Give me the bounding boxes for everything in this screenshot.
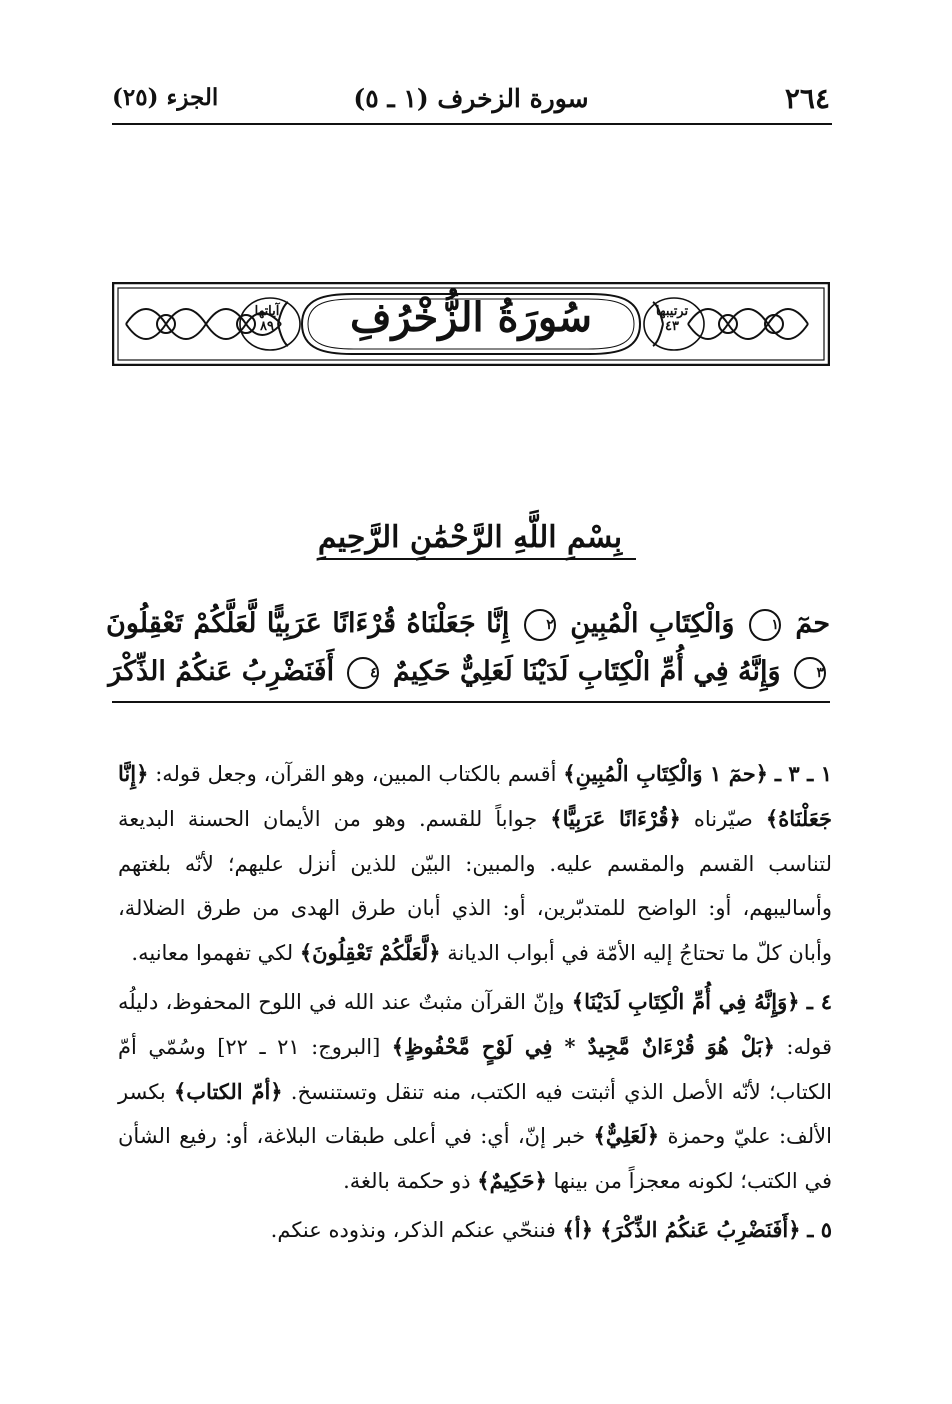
verse-range-number: ٤ ـ	[806, 988, 832, 1014]
page-header	[112, 82, 830, 122]
commentary-text: ذو حكمة بالغة.	[343, 1169, 478, 1194]
quran-quote: ﴿إِنَّا جَعَلْنَاهُ﴾	[118, 761, 832, 831]
header-rule	[112, 123, 832, 125]
commentary-paragraph	[118, 980, 832, 1204]
verse-number-marker: ٢	[524, 609, 556, 641]
order-label: ترتيبها	[655, 304, 689, 319]
verses-label: آياتها	[254, 304, 280, 319]
verse-text: وَإِنَّهُ فِي أُمِّ الْكِتَابِ لَدَيْنَا لَعَلِيٌّ حَكِيمٌ	[392, 656, 781, 687]
page-number: ٢٦٤	[784, 82, 830, 115]
quran-quote: ﴿قُرْءَانًا عَرَبِيًّا﴾	[550, 805, 681, 831]
quran-quote: ﴿حَكِيمٌ﴾	[477, 1168, 547, 1194]
commentary-paragraph	[118, 752, 832, 976]
verse-number-marker: ١	[749, 609, 781, 641]
verses-divider	[112, 701, 830, 703]
verse-text: إِنَّا جَعَلْنَاهُ قُرْءَانًا عَرَبِيًّا لَّعَلَّكُمْ تَعْقِلُونَ	[106, 608, 510, 639]
quran-quote: ﴿وَإِنَّهُ فِي أُمِّ الْكِتَابِ لَدَيْنَا﴾	[571, 988, 800, 1014]
commentary-text: [البروج: ٢١ ـ ٢٢] وسُمّي أمّ الكتاب؛ لأنّه الأصل الذي أثبتت فيه الكتب، منه تنقل وتستنسخ.	[118, 1034, 832, 1104]
surah-name: سُورَةُ الزُّخْرُفِ	[349, 294, 592, 341]
quran-quote: ﴿بَلْ هُوَ قُرْءَانٌ مَّجِيدٌ * فِي لَوْحٍ مَّحْفُوظٍ﴾	[391, 1033, 775, 1059]
verse-number-marker: ٤	[347, 657, 379, 689]
quran-quote: ﴿أمّ الكتاب﴾	[173, 1078, 283, 1104]
quran-quote: ﴿أ﴾	[562, 1216, 601, 1242]
commentary-paragraph	[118, 1208, 832, 1253]
basmala-underline	[318, 558, 636, 560]
verse-text: وَالْكِتَابِ الْمُبِينِ	[570, 608, 735, 639]
surah-range-title: سورة الزخرف (١ ـ ٥)	[353, 84, 589, 113]
verse-text: أَفَنَضْرِبُ عَنكُمُ الذِّكْرَ	[108, 656, 335, 687]
quran-quote: ﴿لَعَلِيٌّ﴾	[593, 1123, 660, 1149]
verse-number-marker: ٣	[794, 657, 826, 689]
surah-banner	[112, 282, 830, 366]
quran-quote: ﴿لَّعَلَّكُمْ تَعْقِلُونَ﴾	[299, 940, 441, 966]
verse-range-number: ١ ـ ٣ ـ	[774, 761, 833, 786]
commentary-text: صيّرناه	[680, 806, 766, 831]
verses-block	[106, 600, 830, 696]
commentary-text: أقسم بالكتاب المبين، وهو القرآن، وجعل قوله:	[148, 762, 564, 786]
commentary-text: خبر إنّ، أي: في أعلى طبقات البلاغة، أو: رفيع الشأن في الكتب؛ لكونه معجزاً من بينها	[118, 1124, 832, 1194]
verse-text: حمٓ	[795, 608, 831, 639]
commentary-text: فننحّي عنكم الذكر، ونذوده عنكم.	[270, 1217, 563, 1242]
commentary-text: بكسر الألف: عليّ وحمزة	[118, 1079, 832, 1149]
verses-count: ٨٩	[260, 319, 274, 334]
commentary-text: وإنّ القرآن مثبتٌ عند الله في اللوح المحفوظ، دليلُه قوله:	[118, 989, 832, 1059]
quran-quote: ﴿أَفَنَضْرِبُ عَنكُمُ الذِّكْرَ﴾	[600, 1216, 801, 1242]
surah-order-medallion	[642, 304, 702, 334]
juz-label: الجزء (٢٥)	[112, 84, 219, 111]
surah-verses-medallion	[237, 304, 297, 334]
quran-quote: ﴿حمٓ ١ وَالْكِتَابِ الْمُبِينِ﴾	[563, 761, 768, 786]
verse-range-number: ٥ ـ	[807, 1216, 832, 1242]
order-number: ٤٣	[665, 319, 679, 334]
commentary-text: لكي تفهموا معانيه.	[131, 941, 300, 966]
commentary-text: جواباً للقسم. وهو من الأيمان الحسنة البديعة لتناسب القسم والمقسم عليه. والمبين: البيّن للذين أنزل عليهم؛ لأنّه بلغتهم وأساليبهم، أو: الواضح للمتدبّرين، أو: الذي أبان طرق الهدى من طرق الضلالة، وأبان كلّ ما تحتاجُ إليه الأمّة في أبواب الديانة	[118, 806, 832, 966]
commentary	[118, 752, 832, 1253]
basmala: بِسْمِ اللَّهِ الرَّحْمَٰنِ الرَّحِيمِ	[317, 520, 623, 555]
